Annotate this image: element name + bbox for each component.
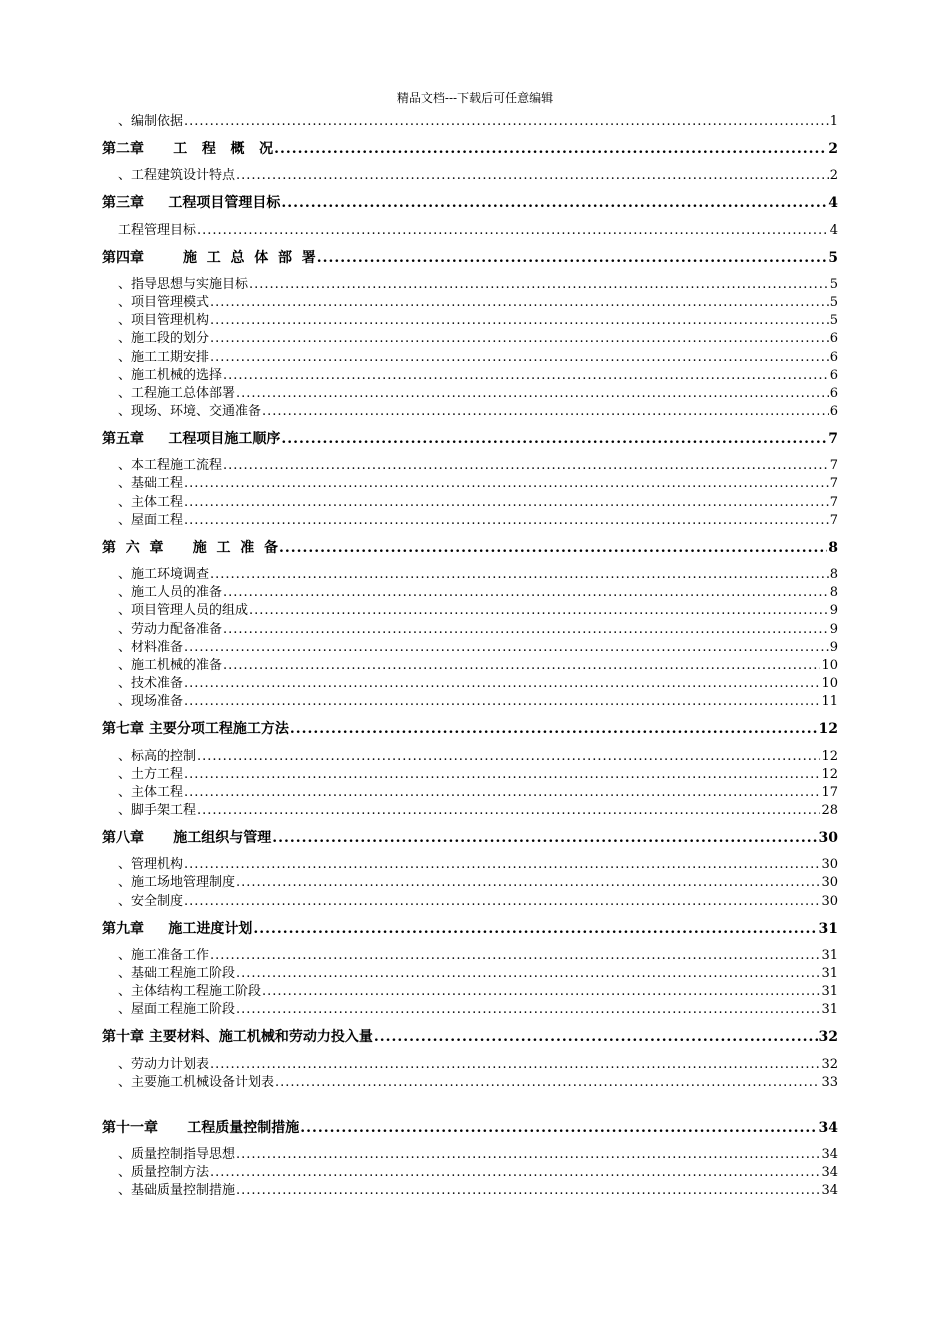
toc-section-entry[interactable] — [102, 385, 838, 403]
toc-section-entry[interactable] — [102, 947, 838, 965]
toc-section-entry[interactable] — [102, 312, 838, 330]
toc-entry-title: 、现场、环境、交通准备 — [118, 404, 262, 420]
toc-entry-title: 、技术准备 — [118, 676, 184, 692]
toc-page-number: 6 — [829, 367, 838, 383]
toc-entry-title: 、施工准备工作 — [118, 947, 210, 963]
toc-page-number: 6 — [829, 385, 838, 401]
toc-entry-title: 工程管理目标 — [118, 222, 197, 238]
toc-dot-leader — [210, 330, 829, 348]
toc-dot-leader — [184, 766, 820, 784]
toc-dot-leader — [262, 403, 829, 421]
toc-page-number: 10 — [821, 676, 838, 692]
toc-entry-title: 第十一章 工程质量控制措施 — [102, 1119, 300, 1136]
toc-dot-leader — [210, 1056, 820, 1074]
toc-dot-leader — [210, 294, 829, 312]
toc-page-number: 9 — [829, 639, 838, 655]
toc-dot-leader — [184, 784, 820, 802]
toc-section-entry[interactable] — [102, 1055, 838, 1073]
toc-chapter-entry[interactable] — [102, 919, 838, 939]
toc-entry-title: 、劳动力配备准备 — [118, 621, 223, 637]
toc-section-entry[interactable] — [102, 403, 838, 421]
toc-entry-title: 、屋面工程施工阶段 — [118, 1002, 236, 1018]
toc-dot-leader — [236, 167, 829, 185]
toc-page-number: 5 — [828, 249, 838, 266]
toc-page-number: 30 — [821, 893, 838, 909]
toc-page-number: 12 — [818, 721, 838, 738]
toc-page-number: 8 — [829, 585, 838, 601]
toc-page-number: 30 — [818, 830, 838, 847]
toc-dot-leader — [210, 566, 829, 584]
toc-entry-title: 、工程建筑设计特点 — [118, 168, 236, 184]
toc-dot-leader — [279, 538, 827, 558]
toc-page-number: 34 — [818, 1119, 838, 1136]
toc-chapter-entry[interactable] — [102, 193, 838, 213]
toc-chapter-entry[interactable] — [102, 719, 838, 739]
toc-chapter-entry[interactable] — [102, 139, 838, 159]
toc-page-number: 2 — [829, 168, 838, 184]
toc-section-entry[interactable] — [102, 113, 838, 131]
toc-page-number: 30 — [821, 875, 838, 891]
toc-section-entry[interactable] — [102, 330, 838, 348]
toc-page-number: 5 — [829, 276, 838, 292]
toc-entry-title: 、施工机械的准备 — [118, 657, 223, 673]
toc-dot-leader — [317, 248, 828, 268]
toc-chapter-entry[interactable] — [102, 828, 838, 848]
toc-entry-title: 第八章 施工组织与管理 — [102, 830, 272, 847]
toc-page-number: 7 — [828, 431, 838, 448]
toc-dot-leader — [223, 584, 829, 602]
toc-dot-leader — [223, 457, 829, 475]
toc-chapter-entry[interactable] — [102, 1118, 838, 1138]
toc-entry-title: 、指导思想与实施目标 — [118, 276, 249, 292]
toc-page-number: 9 — [829, 621, 838, 637]
toc-section-entry[interactable] — [102, 1146, 838, 1164]
toc-entry-title: 、编制依据 — [118, 114, 184, 130]
toc-dot-leader — [275, 1074, 820, 1092]
toc-entry-title: 、施工工期安排 — [118, 349, 210, 365]
toc-section-entry[interactable] — [102, 856, 838, 874]
toc-dot-leader — [290, 719, 818, 739]
toc-entry-title: 、施工机械的选择 — [118, 367, 223, 383]
toc-section-entry[interactable] — [102, 1074, 838, 1092]
toc-section-entry[interactable] — [102, 675, 838, 693]
toc-dot-leader — [210, 947, 820, 965]
toc-section-entry[interactable] — [102, 493, 838, 511]
toc-page-number: 30 — [821, 857, 838, 873]
toc-dot-leader — [210, 1164, 820, 1182]
toc-page-number: 8 — [829, 567, 838, 582]
toc-section-entry[interactable] — [102, 348, 838, 366]
toc-dot-leader — [184, 475, 829, 493]
toc-dot-leader — [249, 276, 829, 294]
toc-dot-leader — [184, 893, 820, 911]
toc-dot-leader — [236, 1146, 820, 1164]
toc-dot-leader — [223, 367, 829, 385]
toc-section-entry[interactable] — [102, 766, 838, 784]
toc-page-number: 31 — [821, 984, 838, 1000]
toc-section-entry[interactable] — [102, 802, 838, 820]
toc-dot-leader — [236, 1001, 820, 1019]
page-header: 精品文档---下载后可任意编辑 — [396, 91, 554, 105]
toc-section-entry[interactable] — [102, 784, 838, 802]
toc-section-entry[interactable] — [102, 276, 838, 294]
toc-dot-leader — [272, 828, 817, 848]
toc-section-entry[interactable] — [102, 657, 838, 675]
toc-section-entry[interactable] — [102, 367, 838, 385]
toc-dot-leader — [253, 919, 817, 939]
toc-section-entry[interactable] — [102, 620, 838, 638]
toc-page-number: 33 — [821, 1074, 838, 1090]
toc-entry-title: 第 六 章 施 工 准 备 — [102, 539, 278, 556]
toc-section-entry[interactable] — [102, 584, 838, 602]
toc-entry-title: 、脚手架工程 — [118, 803, 197, 819]
toc-page-number: 31 — [821, 1002, 838, 1018]
toc-page-number: 11 — [821, 694, 838, 710]
toc-entry-title: 、基础质量控制措施 — [118, 1183, 236, 1199]
toc-page-number: 32 — [818, 1029, 838, 1046]
toc-section-entry[interactable] — [102, 475, 838, 493]
toc-entry-title: 第五章 工程项目施工顺序 — [102, 431, 281, 448]
toc-entry-title: 第九章 施工进度计划 — [102, 920, 253, 937]
toc-entry-title: 、材料准备 — [118, 639, 184, 655]
toc-page-number: 7 — [829, 476, 838, 492]
toc-page-number: 31 — [821, 947, 838, 963]
toc-section-entry[interactable] — [102, 965, 838, 983]
toc-entry-title: 、主体工程 — [118, 784, 184, 800]
toc-dot-leader — [184, 856, 820, 874]
toc-dot-leader — [197, 222, 829, 240]
toc-page-number: 12 — [821, 748, 838, 764]
toc-dot-leader — [223, 621, 829, 639]
toc-dot-leader — [184, 675, 820, 693]
toc-entry-title: 、本工程施工流程 — [118, 458, 223, 474]
toc-page-number: 6 — [829, 404, 838, 420]
toc-entry-title: 、土方工程 — [118, 766, 184, 782]
toc-chapter-entry[interactable] — [102, 429, 838, 449]
toc-page-number: 7 — [829, 458, 838, 474]
toc-entry-title: 、质量控制方法 — [118, 1165, 210, 1181]
toc-section-entry[interactable] — [102, 1164, 838, 1182]
toc-section-entry[interactable] — [102, 167, 838, 185]
toc-section-entry[interactable] — [102, 1001, 838, 1019]
toc-page-number: 8 — [828, 539, 838, 556]
toc-section-entry[interactable] — [102, 566, 838, 584]
toc-page-number: 6 — [829, 331, 838, 347]
toc-dot-leader — [184, 693, 820, 711]
toc-section-entry[interactable] — [102, 602, 838, 620]
toc-page-number: 6 — [829, 349, 838, 365]
toc-page-number: 17 — [821, 784, 838, 800]
toc-entry-title: 、施工段的划分 — [118, 331, 210, 347]
toc-page-number: 32 — [821, 1056, 838, 1072]
toc-page-number: 34 — [821, 1165, 838, 1181]
toc-spacer — [102, 1092, 838, 1110]
toc-page-number: 5 — [829, 313, 838, 329]
toc-entry-title: 、管理机构 — [118, 857, 184, 873]
toc-entry-title: 、质量控制指导思想 — [118, 1146, 236, 1162]
toc-dot-leader — [262, 983, 820, 1001]
toc-entry-title: 第二章 工 程 概 况 — [102, 141, 274, 158]
toc-dot-leader — [236, 874, 820, 892]
toc-page-number: 10 — [821, 657, 838, 673]
toc-dot-leader — [210, 312, 829, 330]
toc-page-number: 7 — [829, 512, 838, 528]
toc-entry-title: 、劳动力计划表 — [118, 1056, 210, 1072]
toc-page-number: 1 — [829, 114, 838, 130]
toc-section-entry[interactable] — [102, 457, 838, 475]
toc-entry-title: 、主要施工机械设备计划表 — [118, 1074, 275, 1090]
toc-chapter-entry[interactable] — [102, 1027, 838, 1047]
toc-dot-leader — [197, 748, 820, 766]
toc-entry-title: 、现场准备 — [118, 694, 184, 710]
toc-entry-title: 、施工环境调查 — [118, 567, 210, 582]
toc-entry-title: 、工程施工总体部署 — [118, 385, 236, 401]
toc-section-entry[interactable] — [102, 221, 838, 239]
toc-dot-leader — [281, 193, 827, 213]
toc-entry-title: 、主体工程 — [118, 494, 184, 510]
toc-entry-title: 第四章 施 工 总 体 部 署 — [102, 249, 316, 266]
toc-dot-leader — [236, 1182, 820, 1200]
toc-page-number: 4 — [828, 195, 838, 212]
toc-dot-leader — [300, 1118, 817, 1138]
toc-entry-title: 、施工人员的准备 — [118, 585, 223, 601]
toc-entry-title: 、基础工程 — [118, 476, 184, 492]
toc-entry-title: 、屋面工程 — [118, 512, 184, 528]
toc-dot-leader — [281, 429, 827, 449]
toc-section-entry[interactable] — [102, 1182, 838, 1200]
toc-page-number: 31 — [818, 920, 838, 937]
toc-entry-title: 、标高的控制 — [118, 748, 197, 764]
toc-section-entry[interactable] — [102, 892, 838, 910]
toc-page-number: 34 — [821, 1183, 838, 1199]
toc-page-number: 12 — [821, 766, 838, 782]
toc-page-number: 31 — [821, 966, 838, 981]
toc-page-number: 2 — [828, 141, 838, 158]
toc-entry-title: 第十章 主要材料、施工机械和劳动力投入量 — [102, 1029, 373, 1046]
toc-chapter-entry[interactable] — [102, 248, 838, 268]
toc-entry-title: 、项目管理机构 — [118, 313, 210, 329]
toc-page-number: 28 — [821, 803, 838, 819]
toc-section-entry[interactable] — [102, 639, 838, 657]
toc-section-entry[interactable] — [102, 983, 838, 1001]
toc-dot-leader — [184, 494, 829, 512]
toc-dot-leader — [236, 965, 820, 983]
toc-page-number: 9 — [829, 603, 838, 619]
toc-section-entry[interactable] — [102, 294, 838, 312]
toc-dot-leader — [184, 113, 829, 131]
toc-section-entry[interactable] — [102, 512, 838, 530]
toc-dot-leader — [184, 512, 829, 530]
toc-dot-leader — [223, 657, 820, 675]
toc-entry-title: 、主体结构工程施工阶段 — [118, 984, 262, 1000]
toc-section-entry[interactable] — [102, 693, 838, 711]
toc-dot-leader — [249, 602, 829, 620]
toc-page-number: 34 — [821, 1146, 838, 1162]
toc-entry-title: 、项目管理人员的组成 — [118, 603, 249, 619]
toc-dot-leader — [184, 639, 829, 657]
toc-dot-leader — [274, 139, 827, 159]
toc-page-number: 4 — [829, 222, 838, 238]
toc-dot-leader — [210, 349, 829, 367]
toc-dot-leader — [374, 1027, 818, 1047]
toc-dot-leader — [236, 385, 829, 403]
toc-dot-leader — [197, 802, 820, 820]
toc-entry-title: 第七章 主要分项工程施工方法 — [102, 721, 289, 738]
toc-entry-title: 、基础工程施工阶段 — [118, 966, 236, 981]
toc-entry-title: 、施工场地管理制度 — [118, 875, 236, 891]
toc-section-entry[interactable] — [102, 874, 838, 892]
toc-page-number: 5 — [829, 294, 838, 310]
toc-entry-title: 第三章 工程项目管理目标 — [102, 195, 281, 212]
table-of-contents — [102, 113, 838, 1200]
toc-chapter-entry[interactable] — [102, 538, 838, 558]
toc-entry-title: 、安全制度 — [118, 893, 184, 909]
toc-entry-title: 、项目管理模式 — [118, 294, 210, 310]
toc-page-number: 7 — [829, 494, 838, 510]
toc-section-entry[interactable] — [102, 747, 838, 765]
